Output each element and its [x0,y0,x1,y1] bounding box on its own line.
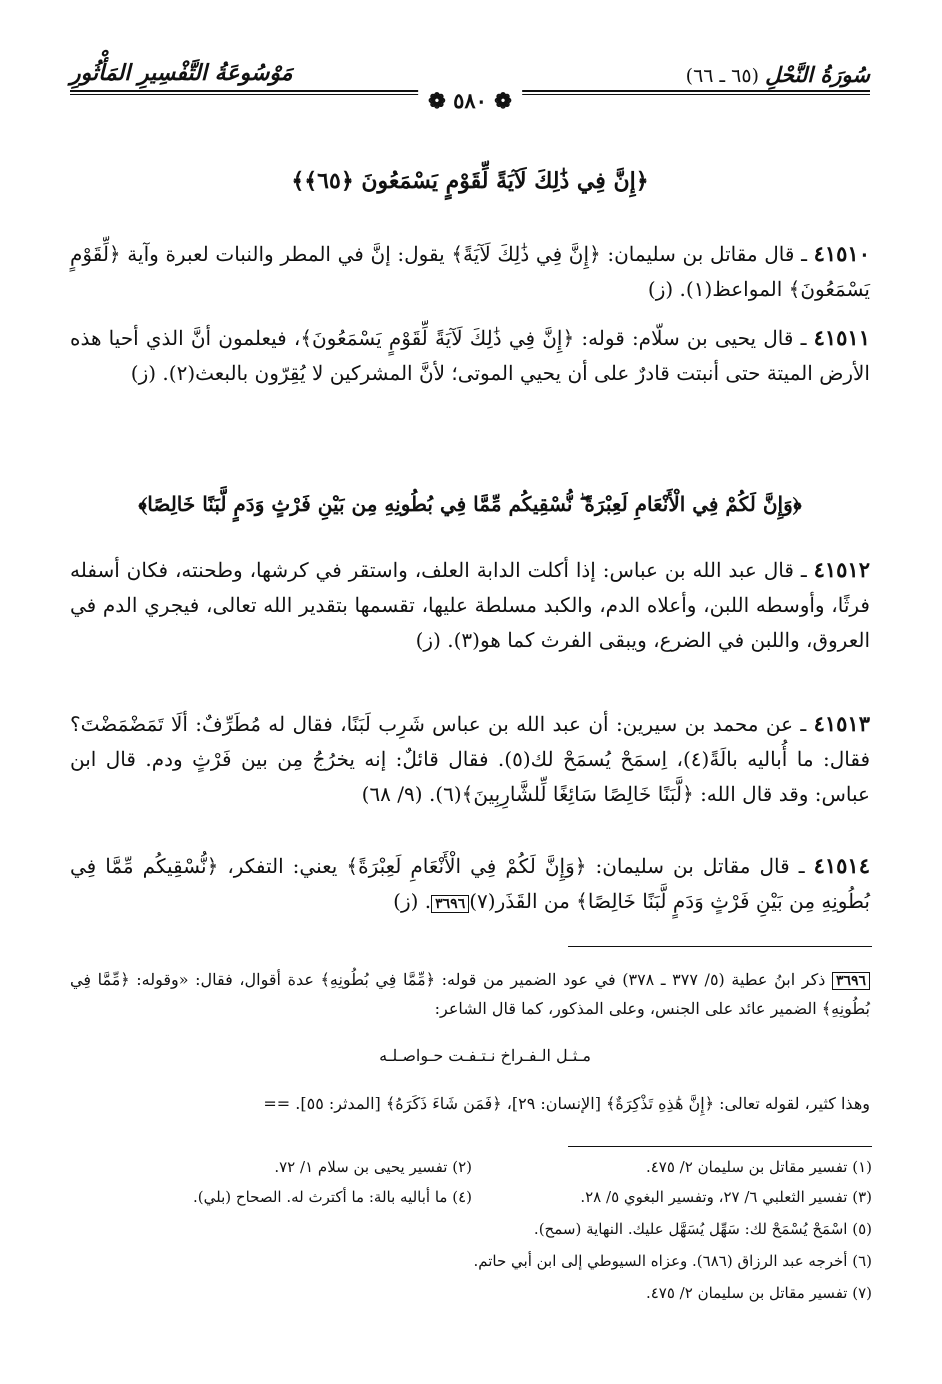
narration-text: ـ قال عبد الله بن عباس: إذا أكلت الدابة العلف، واستقر في كرشها، وطحنته، فكان أسفله فرثًا، وأوسطه اللبن، وأعلاه الدم، والكبد مسلطة عليها، تقسمها بتقدير الله تعالى، فيجري الدم في العروق، واللبن في الضرع، ويبقى الفرث كما هو(٣). (ز) [70,558,870,652]
footnote-5: (٥) اسْمَحْ يُسْمَحْ لك: سَهِّل يُسَهَّل عليك. النهاية (سمح). [533,1220,872,1238]
commentary-note-continued: وهذا كثير، لقوله تعالى: ﴿إِنَّ هَٰذِهِ تَذْكِرَةٌ﴾ [الإنسان: ٢٩]، ﴿فَمَن شَاءَ ذَكَرَهُ﴾ [المدثر: ٥٥]. == [263,1094,870,1113]
ornament-icon: ❁ [428,88,454,113]
footnote-6: (٦) أخرجه عبد الرزاق (٦٨٦). وعزاه السيوطي إلى ابن أبي حاتم. [473,1252,872,1270]
narration-number: ٤١٥١٤ [813,853,870,878]
ornament-icon: ❁ [486,88,512,113]
narration-41512 [70,552,870,658]
note-separator [568,946,872,947]
sura-title: سُورَةُ النَّحْلِ [765,62,870,87]
book-title: مَوْسُوعَةُ التَّفْسِيرِ المَأْثُورِ [70,60,293,86]
narration-41511 [70,320,870,391]
footnote-4: (٤) ما أباليه بالة: ما أكترث له. الصحاح (بلي). [193,1188,472,1206]
narration-text: ـ قال مقاتل بن سليمان: ﴿إِنَّ فِي ذَٰلِكَ لَآيَةً﴾ يقول: إنَّ في المطر والنبات لعبرة وآية ﴿لِّقَوْمٍ يَسْمَعُونَ﴾ المواعظ(١). (ز) [70,242,870,301]
verse-range: (٦٥ ـ ٦٦) [685,65,760,87]
sura-heading [686,62,870,87]
footnote-7: (٧) تفسير مقاتل بن سليمان ٢/ ٤٧٥. [645,1284,872,1302]
narration-41510 [70,236,870,307]
commentary-ref-box: ٣٦٩٦ [431,895,469,913]
note-text: ذكر ابنُ عطية (٥/ ٣٧٧ ـ ٣٧٨) في عود الضمير من قوله: ﴿مِّمَّا فِي بُطُونِهِ﴾ عدة أقوال، فقال: «وقوله: ﴿مِّمَّا فِي بُطُونِهِ﴾ الضمير عائد على الجنس، وعلى المذكور، كما قال الشاعر: [70,970,870,1018]
narration-41514 [70,848,870,922]
footnote-1: (١) تفسير مقاتل بن سليمان ٢/ ٤٧٥. [645,1158,872,1176]
narration-number: ٤١٥١١ [813,325,870,350]
narration-text: ـ قال مقاتل بن سليمان: ﴿وَإِنَّ لَكُمْ فِي الْأَنْعَامِ لَعِبْرَةً﴾ يعني: التفكر، ﴿نُّسْقِيكُم مِّمَّا فِي بُطُونِهِ مِن بَيْنِ فَرْثٍ وَدَمٍ لَّبَنًا خَالِصًا﴾ من القَذَر(٧) [70,854,870,913]
poetry-line: مـثـل الـفـراخ نـتـفـت حـواصـلـه [379,1046,591,1065]
commentary-note [70,966,870,1022]
narration-text: ـ عن محمد بن سيرين: أن عبد الله بن عباس شَرِب لَبَنًا، فقال له مُطَرِّفٌ: ألَا تَمَضْمَضْتَ؟ فقال: ما أُباليه بالَةً(٤)، اِسمَحْ يُسمَحْ لك(٥). فقال قائلٌ: إنه يخرُجُ مِن بين فَرْثٍ ودم. قال ابن عباس: وقد قال الله: ﴿لَّبَنًا خَالِصًا سَائِغًا لِّلشَّارِبِينَ﴾(٦). (٩/ ٦٨) [70,712,871,806]
page-header [70,54,870,112]
note-ref-box: ٣٦٩٦ [832,972,870,990]
footnote-3: (٣) تفسير الثعلبي ٦/ ٢٧، وتفسير البغوي ٥/ ٢٨. [580,1188,872,1206]
narration-tail: . (ز) [393,889,432,913]
narration-41513 [70,706,870,812]
narration-number: ٤١٥١٠ [813,241,870,266]
footnote-2: (٢) تفسير يحيى بن سلام ١/ ٧٢. [274,1158,472,1176]
quran-verse-65: ﴿إِنَّ فِي ذَٰلِكَ لَآيَةً لِّقَوْمٍ يَسْمَعُونَ ﴿٦٥﴾﴾ [291,168,649,194]
quran-verse-66: ﴿وَإِنَّ لَكُمْ فِي الْأَنْعَامِ لَعِبْرَةً ۖ نُّسْقِيكُم مِّمَّا فِي بُطُونِهِ مِن بَيْنِ فَرْثٍ وَدَمٍ لَّبَنًا خَالِصًا﴾ [138,492,802,516]
narration-text: ـ قال يحيى بن سلّام: قوله: ﴿إِنَّ فِي ذَٰلِكَ لَآيَةً لِّقَوْمٍ يَسْمَعُونَ﴾، فيعلمون أنَّ الذي أحيا هذه الأرض الميتة حتى أنبتت قادرٌ على أن يحيي الموتى؛ لأنَّ المشركين لا يُقِرّون بالبعث(٢). (ز) [70,326,870,385]
footnote-separator [568,1146,872,1147]
page-number: ❁ ٥٨٠ ❁ [418,88,522,113]
narration-number: ٤١٥١٢ [813,557,870,582]
narration-number: ٤١٥١٣ [813,711,870,736]
